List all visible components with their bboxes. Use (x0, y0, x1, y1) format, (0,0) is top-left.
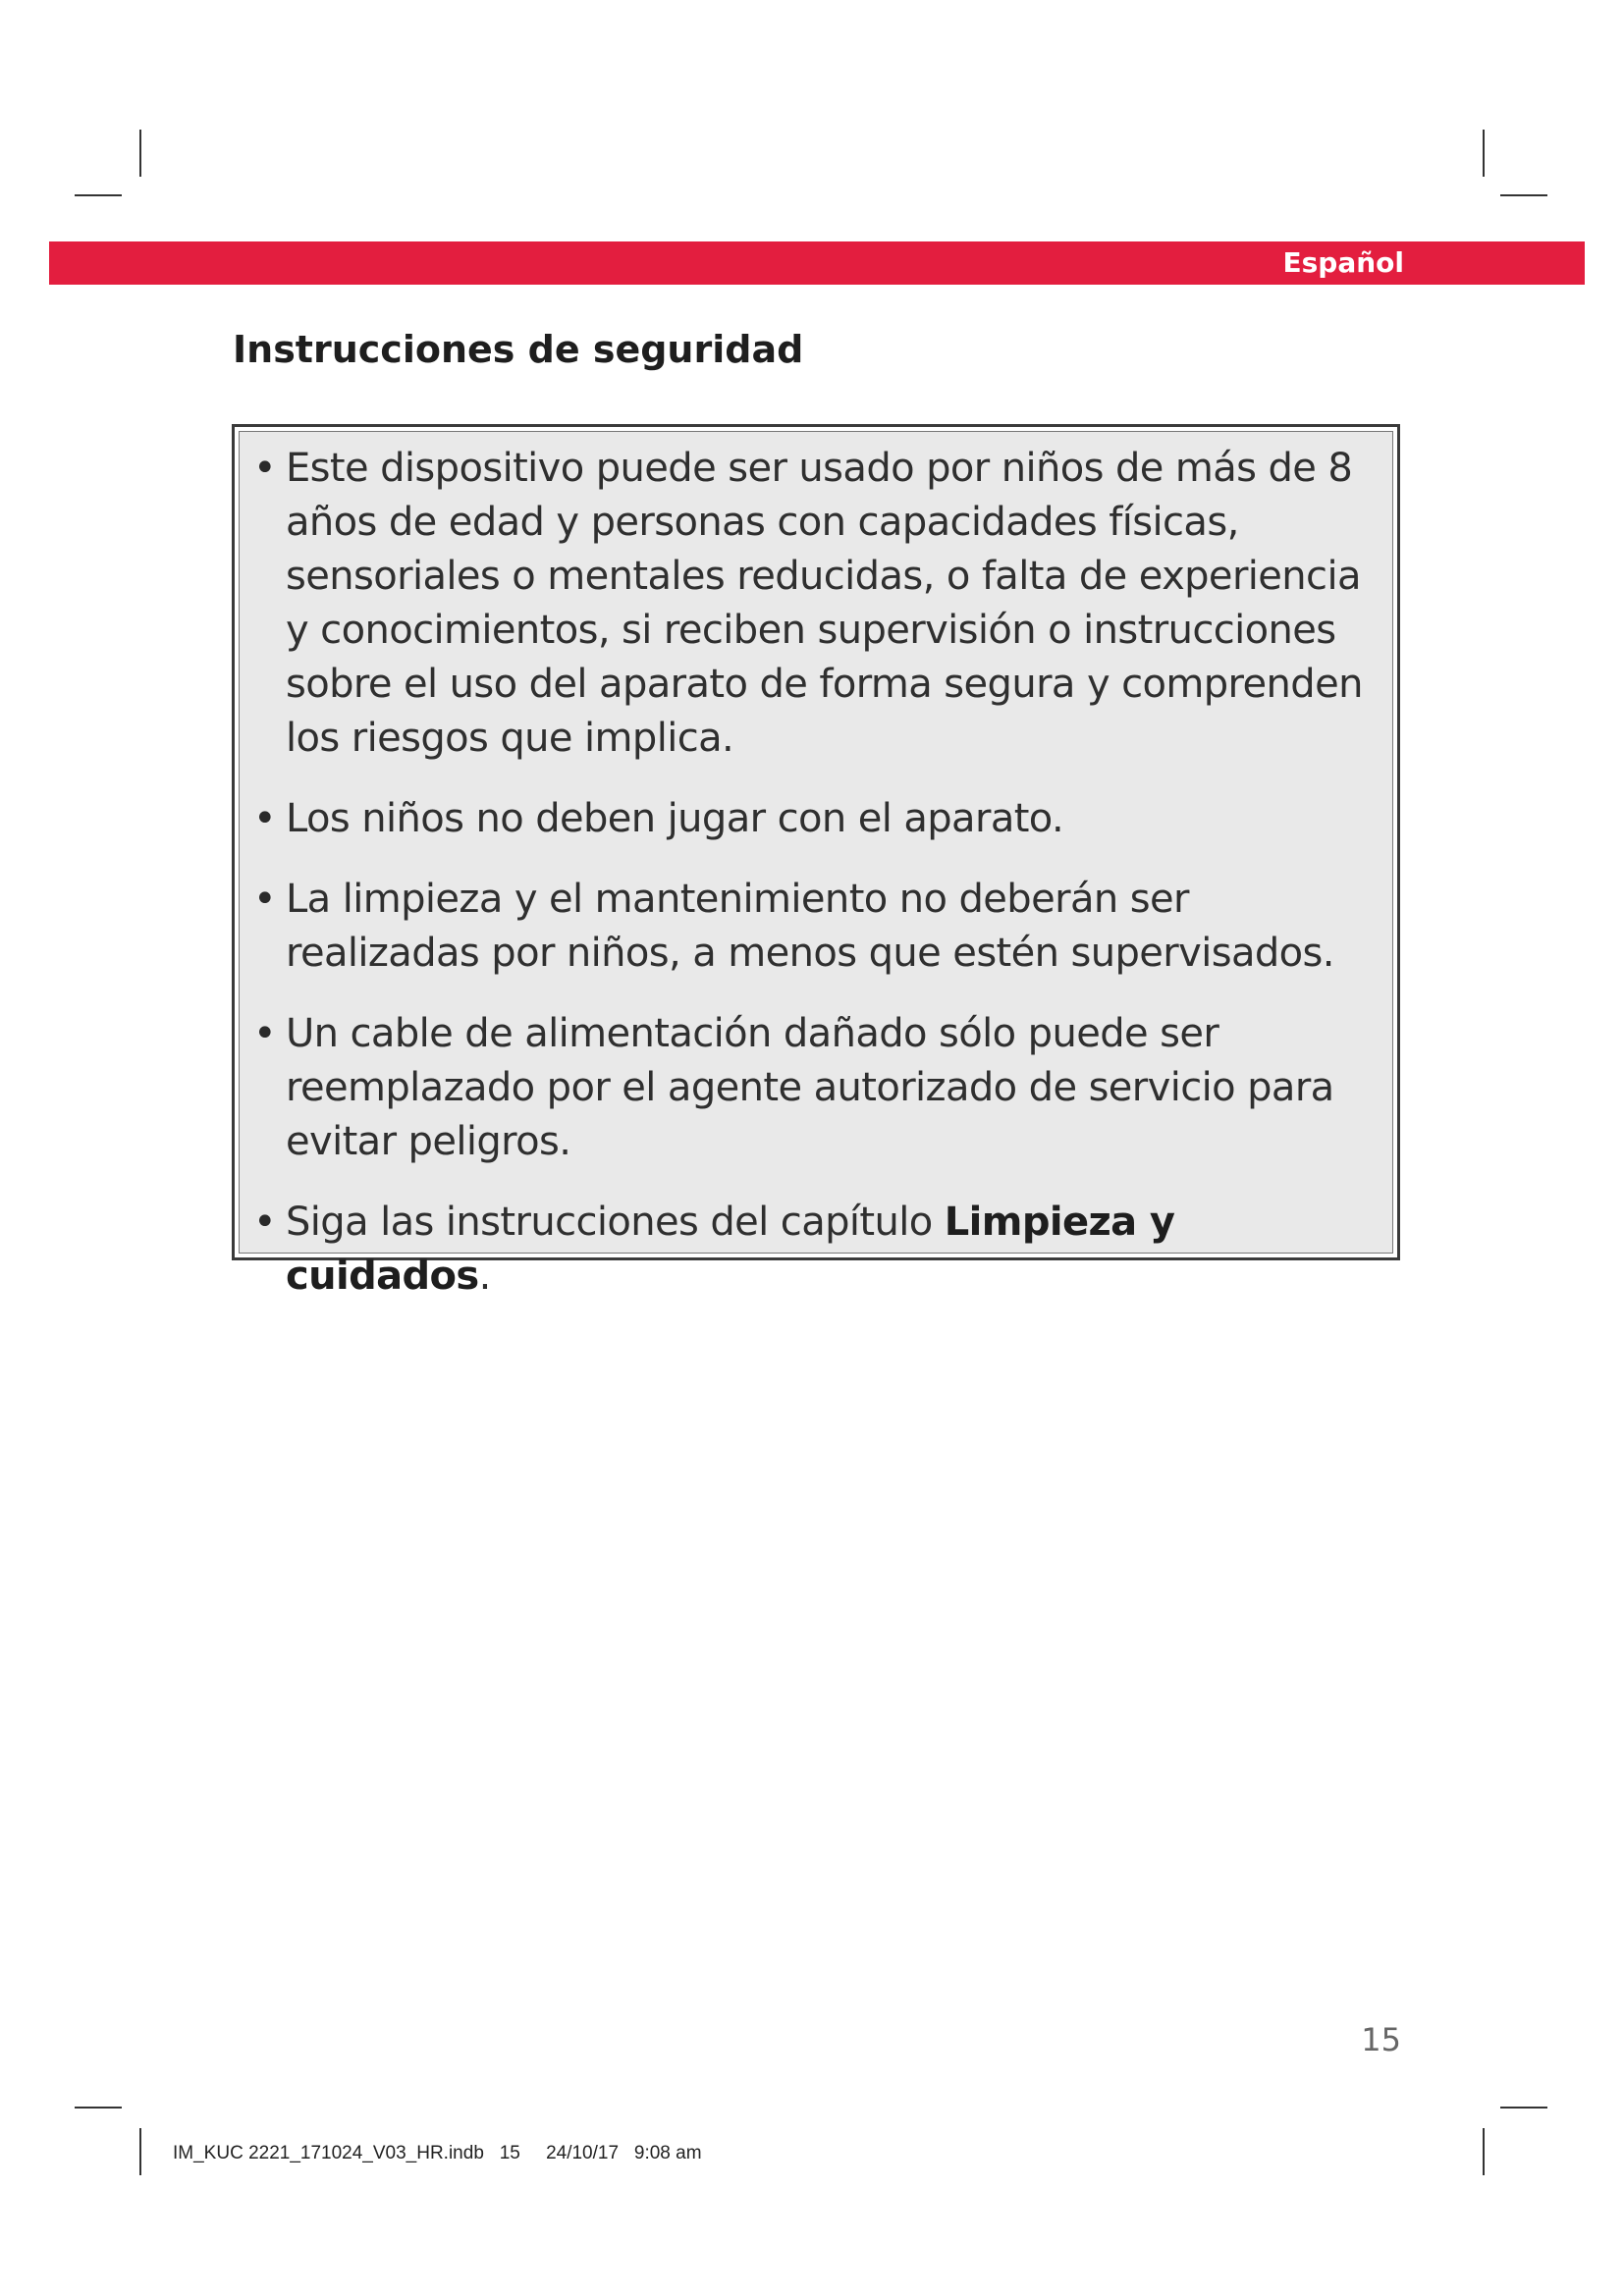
safety-instructions-box (232, 424, 1400, 1299)
crop-mark (1483, 2128, 1485, 2175)
chapter-reference: Limpieza y cuidados (286, 1200, 1175, 1299)
bullet-icon: • (253, 796, 276, 841)
list-item (240, 442, 1392, 766)
crop-mark (1483, 130, 1485, 177)
bullet-icon: • (253, 446, 276, 491)
safety-list (240, 442, 1392, 1304)
crop-mark (75, 2107, 122, 2109)
list-item (240, 1007, 1392, 1169)
crop-mark (1500, 2107, 1547, 2109)
bullet-icon: • (253, 1200, 276, 1245)
safety-instructions-panel (239, 431, 1393, 1299)
list-item-text: La limpieza y el mantenimiento no deberán ser realizadas por niños, a menos que estén supervisados. (286, 877, 1334, 976)
list-item (240, 792, 1392, 846)
language-label: Español (1282, 246, 1404, 279)
crop-mark (139, 2128, 141, 2175)
section-title: Instrucciones de seguridad (233, 328, 804, 371)
list-item-text: Un cable de alimentación dañado sólo puede ser reemplazado por el agente autorizado de servicio para evitar peligros. (286, 1011, 1334, 1164)
list-item-text: Este dispositivo puede ser usado por niños de más de 8 años de edad y personas con capacidades físicas, sensoriales o mentales reducidas, o falta de experiencia y conocimientos, si reciben supervisión o instrucciones sobre el uso del aparato de forma segura y comprenden los riesgos que implica. (286, 446, 1363, 761)
list-item (240, 1196, 1392, 1304)
list-item-text: Los niños no deben jugar con el aparato. (286, 796, 1064, 841)
crop-mark (1500, 194, 1547, 196)
bullet-icon: • (253, 1011, 276, 1056)
list-item (240, 873, 1392, 981)
bullet-icon: • (253, 877, 276, 922)
crop-mark (75, 194, 122, 196)
list-item-text: Siga las instrucciones del capítulo (286, 1200, 945, 1245)
print-slug: IM_KUC 2221_171024_V03_HR.indb 15 24/10/17 9:08 am (173, 2143, 702, 2163)
crop-mark (139, 130, 141, 177)
list-item-text-end: . (478, 1254, 491, 1299)
page-number: 15 (1361, 2021, 1401, 2058)
language-header-bar (49, 241, 1585, 285)
